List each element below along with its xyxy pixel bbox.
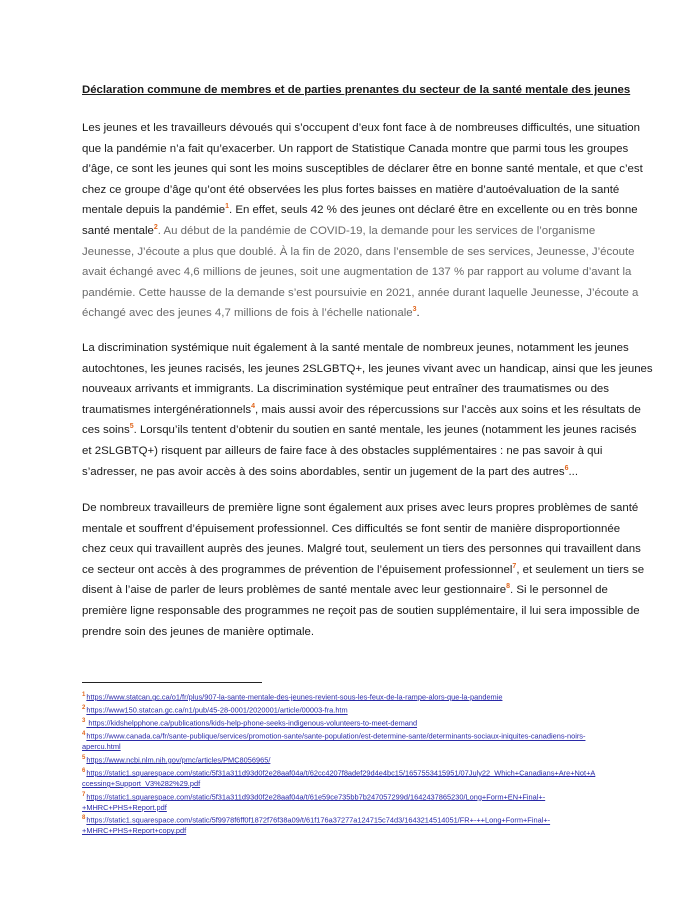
text-line bbox=[82, 560, 645, 581]
text-line: première ligne responsable des programmes ne reçoit pas de soutien supplémentaire, il lui sera impossible de bbox=[82, 604, 640, 617]
footnote-ref-5[interactable]: 5 bbox=[129, 423, 134, 431]
footnote-ref-8[interactable]: 8 bbox=[506, 583, 510, 591]
text-line: chez ce groupe d’âge qu’ont été observées les plus fortes baisses en matière d’autoévaluation de la santé bbox=[82, 183, 620, 196]
text-fragment: . Si le personnel de bbox=[509, 584, 608, 597]
footnote-separator bbox=[82, 682, 262, 683]
text-line bbox=[82, 580, 622, 601]
footnote-4-continued bbox=[82, 742, 622, 753]
text-fragment: s’adresser, ne pas avoir accès à des soins abordables, sentir un jugement de la part des autres bbox=[82, 465, 565, 478]
footnote-number: 6 bbox=[82, 767, 86, 774]
text-line: et 2SLGBTQ+) risquent par ailleurs de faire face à des obstacles supplémentaires : ne pas savoir à qui bbox=[82, 444, 603, 457]
text-fragment: . En effet, seuls 42 % des jeunes ont déclaré être en excellente ou en très bonne bbox=[228, 204, 638, 217]
footnote-6 bbox=[82, 766, 622, 779]
text-fragment: , et seulement un tiers se bbox=[516, 563, 645, 576]
footnote-ref-1[interactable]: 1 bbox=[225, 203, 229, 211]
paragraph-systemic-discrimination bbox=[82, 338, 653, 482]
footnote-ref-2[interactable]: 2 bbox=[153, 224, 158, 232]
footnote-4 bbox=[82, 729, 622, 742]
footnote-link-5[interactable]: https://www.ncbi.nlm.nih.gov/pmc/articles/PMC8056965/ bbox=[86, 755, 271, 765]
footnote-7-continued bbox=[82, 803, 622, 814]
footnote-6-continued bbox=[82, 779, 622, 790]
text-line: La discrimination systémique nuit également à la santé mentale de nombreux jeunes, notamment les jeunes bbox=[82, 342, 629, 354]
text-fragment: ce secteur ont accès à des programmes de prévention de l’épuisement professionnel bbox=[82, 563, 513, 576]
footnote-3 bbox=[82, 716, 622, 729]
footnote-ref-7[interactable]: 7 bbox=[512, 562, 517, 570]
text-line: d’âge, ce sont les jeunes qui sont les moins susceptibles de déclarer être en bonne santé mentale, et que c’est bbox=[82, 163, 643, 176]
footnote-2 bbox=[82, 703, 622, 716]
text-line: pandémie. Cette hausse de la demande s’est poursuivie en 2021, année durant laquelle Jeunesse, J’écoute a bbox=[82, 286, 639, 299]
text-fragment: échangé avec des jeunes 4,7 millions de fois à l’échelle nationale bbox=[82, 307, 413, 320]
text-line: prendre soin des jeunes de manière optimale. bbox=[82, 625, 315, 638]
footnote-number: 1 bbox=[82, 692, 86, 698]
text-fragment: . Lorsqu’ils tentent d’obtenir du soutien en santé mentale, les jeunes (notamment les jeunes racisés bbox=[133, 424, 637, 437]
text-line: Jeunesse, J’écoute a plus que doublé. À la fin de 2020, dans l’ensemble de ses services, Jeunesse, J’écoute bbox=[82, 245, 635, 258]
text-line: avait échangé avec 4,6 millions de jeunes, soit une augmentation de 137 % par rapport au volume d’avant la bbox=[82, 266, 632, 279]
text-line: autochtones, les jeunes racisés, les jeunes 2SLGBTQ+, les jeunes vivant avec un handicap, ainsi que les jeunes bbox=[82, 362, 653, 375]
footnote-link-6-continued[interactable]: ccessing+Support_V3%282%29.pdf bbox=[82, 778, 201, 788]
text-line bbox=[82, 400, 641, 421]
text-line: que la pandémie n’a fait qu’exacerber. Un rapport de Statistique Canada montre que parmi tous les groupes bbox=[82, 142, 629, 155]
footnote-7 bbox=[82, 790, 622, 803]
text-line: chez ceux qui travaillent auprès des jeunes. Malgré tout, seulement un tiers des personnes qui travaillent dans bbox=[82, 543, 641, 556]
footnote-number: 4 bbox=[82, 731, 86, 738]
text-fragment: , mais aussi avoir des répercussions sur l’accès aux soins et les résultats de bbox=[255, 403, 641, 416]
text-fragment: mentale depuis la pandémie bbox=[82, 204, 226, 217]
text-fragment: santé mentale bbox=[82, 224, 154, 237]
footnote-link-7-continued[interactable]: +MHRC+PHS+Report.pdf bbox=[82, 802, 167, 812]
footnote-link-2[interactable]: https://www150.statcan.gc.ca/n1/pub/45-28-0001/2020001/article/00003-fra.htm bbox=[86, 705, 348, 715]
text-fragment: ces soins bbox=[82, 424, 130, 437]
footnote-number: 2 bbox=[82, 705, 86, 712]
text-line bbox=[82, 221, 622, 242]
text-line: Les jeunes et les travailleurs dévoués qui s’occupent d’eux font face à de nombreuses difficultés, une situation bbox=[82, 122, 641, 134]
footnote-link-8-continued[interactable]: +MHRC+PHS+Report+copy.pdf bbox=[82, 826, 187, 836]
text-line: De nombreux travailleurs de première ligne sont également aux prises avec leurs propres problèmes de santé bbox=[82, 502, 639, 514]
document-title: Déclaration commune de membres et de parties prenantes du secteur de la santé mentale des jeunes bbox=[82, 84, 631, 96]
footnote-8 bbox=[82, 813, 622, 826]
footnote-number: 5 bbox=[82, 754, 86, 761]
footnote-link-4-continued[interactable]: apercu.html bbox=[82, 742, 121, 752]
footnote-8-continued bbox=[82, 826, 622, 837]
paragraph-youth-mental-health bbox=[82, 118, 643, 324]
footnote-link-7[interactable]: https://static1.squarespace.com/static/5f31a311d93d0f2e28aaf04a/t/61e59ce735bb7b247057299d/1642437865230/Long+Form+EN+Final+- bbox=[86, 792, 546, 802]
footnote-1 bbox=[82, 690, 622, 703]
footnote-ref-6[interactable]: 6 bbox=[564, 464, 569, 472]
footnotes bbox=[82, 690, 622, 837]
footnote-number: 8 bbox=[82, 815, 86, 822]
footnote-ref-3[interactable]: 3 bbox=[412, 306, 417, 314]
text-fragment: disent à l’aise de parler de leurs problèmes de santé mentale avec leur gestionnaire bbox=[82, 584, 507, 597]
text-fragment: ... bbox=[568, 465, 579, 478]
text-fragment: traumatismes intergénérationnels bbox=[82, 403, 252, 416]
footnote-link-1[interactable]: https://www.statcan.gc.ca/o1/fr/plus/907-la-sante-mentale-des-jeunes-revient-sous-les-feux-de-la-rampe-alors-que-la-pandemie bbox=[86, 692, 503, 702]
text-line: échangé avec des jeunes 4,7 millions de fois à l’échelle nationale$^3$. bbox=[82, 306, 420, 320]
footnote-5 bbox=[82, 753, 622, 766]
footnote-number: 3 bbox=[82, 718, 86, 725]
footnote-link-6[interactable]: https://static1.squarespace.com/static/5f31a311d93d0f2e28aaf04a/t/62cc4207f8adef29d4e4bc15/1657553415951/07July22_Which+Canadians+Are+Not+A bbox=[86, 768, 596, 778]
footnote-link-8[interactable]: https://static1.squarespace.com/static/5f9978f6ff0f1872f76f38a09/t/61f176a37277a124715c74d3/1643214514051/FR+-++Long+Form+Final+- bbox=[86, 815, 551, 825]
text-fragment: . Au début de la pandémie de COVID-19, la demande pour les services de l’organisme bbox=[157, 224, 596, 237]
text-line bbox=[82, 420, 637, 441]
text-line bbox=[82, 200, 638, 221]
text-line: mentale et souffrent d’épuisement professionnel. Ces difficultés se font sentir de manière disproportionnée bbox=[82, 522, 621, 535]
text-line: nouveaux arrivants et immigrants. La discrimination systémique peut entraîner des traumatismes ou des bbox=[82, 383, 610, 396]
text-line bbox=[82, 462, 622, 483]
footnote-link-4[interactable]: https://www.canada.ca/fr/sante-publique/services/promotion-sante/sante-population/est-determine-sante/determinants-sociaux-iniquites-canadiens-noirs- bbox=[86, 731, 586, 741]
footnote-number: 7 bbox=[82, 791, 86, 798]
footnote-link-3[interactable]: https://kidshelpphone.ca/publications/kids-help-phone-seeks-indigenous-volunteers-to-meet-demand bbox=[86, 718, 418, 728]
footnote-ref-4[interactable]: 4 bbox=[251, 402, 256, 410]
paragraph-frontline-workers bbox=[82, 498, 645, 642]
